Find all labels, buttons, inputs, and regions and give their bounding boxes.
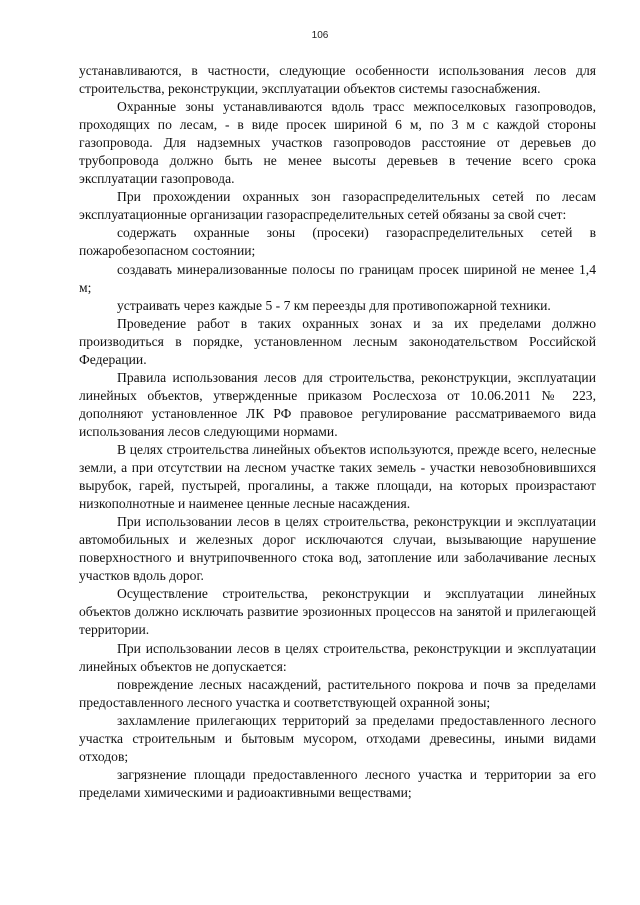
paragraph-prohibited-littering: захламление прилегающих территорий за пределами предоставленного лесного участка строительным и бытовым мусором, отходами древесины, иными видами отходов; (79, 712, 596, 764)
paragraph-protection-zones: Охранные зоны устанавливаются вдоль трасс межпоселковых газопроводов, проходящих по лесам, - в виде просек шириной 6 м, по 3 м с каждой стороны газопровода. Для надземных участков газопроводов расстояние от деревьев до трубопровода должно быть не менее высоты деревьев в течение всего срока эксплуатации газопровода. (79, 99, 596, 187)
paragraph-gas-supply-intro: устанавливаются, в частности, следующие особенности использования лесов для строительства, реконструкции, эксплуатации объектов системы газоснабжения. (79, 63, 596, 97)
paragraph-obligation-mineralized-strips: создавать минерализованные полосы по границам просек шириной не менее 1,4 м; (79, 261, 596, 295)
paragraph-non-forest-lands: В целях строительства линейных объектов используются, прежде всего, нелесные земли, а при отсутствии на лесном участке таких земель - участки невозобновившихся вырубок, гарей, пустырей, прогалины, а также площади, на которых произрастают низкополнотные и наименее ценные лесные насаждения. (79, 441, 596, 512)
paragraph-prohibited-damage: повреждение лесных насаждений, растительного покрова и почв за пределами предоставленного лесного участка и соответствующей охранной зоны; (79, 676, 596, 710)
paragraph-erosion: Осуществление строительства, реконструкции и эксплуатации линейных объектов должно исключать развитие эрозионных процессов на занятой и прилегающей территории. (79, 586, 596, 638)
paragraph-roads-railways: При использовании лесов в целях строительства, реконструкции и эксплуатации автомобильных и железных дорог исключаются случаи, вызывающие нарушение поверхностного и внутрипочвенного стока вод, затопление или заболачивание лесных участков вдоль дорог. (79, 514, 596, 584)
page-number: 106 (311, 30, 329, 41)
paragraph-operator-obligations: При прохождении охранных зон газораспределительных сетей по лесам эксплуатационные организации газораспределительных сетей обязаны за свой счет: (79, 189, 596, 223)
paragraph-works-in-zones: Проведение работ в таких охранных зонах и за их пределами должно производиться в порядке, установленном лесным законодательством Российской Федерации. (79, 315, 596, 367)
paragraph-rosleshoz-rules: Правила использования лесов для строительства, реконструкции, эксплуатации линейных объектов, утвержденные приказом Рослесхоза от 10.06.2011 № 223, дополняют установленное ЛК РФ правовое регулирование рассматриваемого вида использования лесов следующими нормами. (79, 369, 596, 439)
paragraph-prohibited-pollution: загрязнение площади предоставленного лесного участка и территории за его пределами химическими и радиоактивными веществами; (79, 766, 596, 800)
paragraph-obligation-fire-safety: содержать охранные зоны (просеки) газораспределительных сетей в пожаробезопасном состоянии; (79, 225, 596, 259)
paragraph-prohibited-intro: При использовании лесов в целях строительства, реконструкции и эксплуатации линейных объектов не допускается: (79, 640, 596, 674)
paragraph-obligation-crossings: устраивать через каждые 5 - 7 км переезды для противопожарной техники. (117, 297, 551, 313)
document-body (79, 62, 596, 802)
